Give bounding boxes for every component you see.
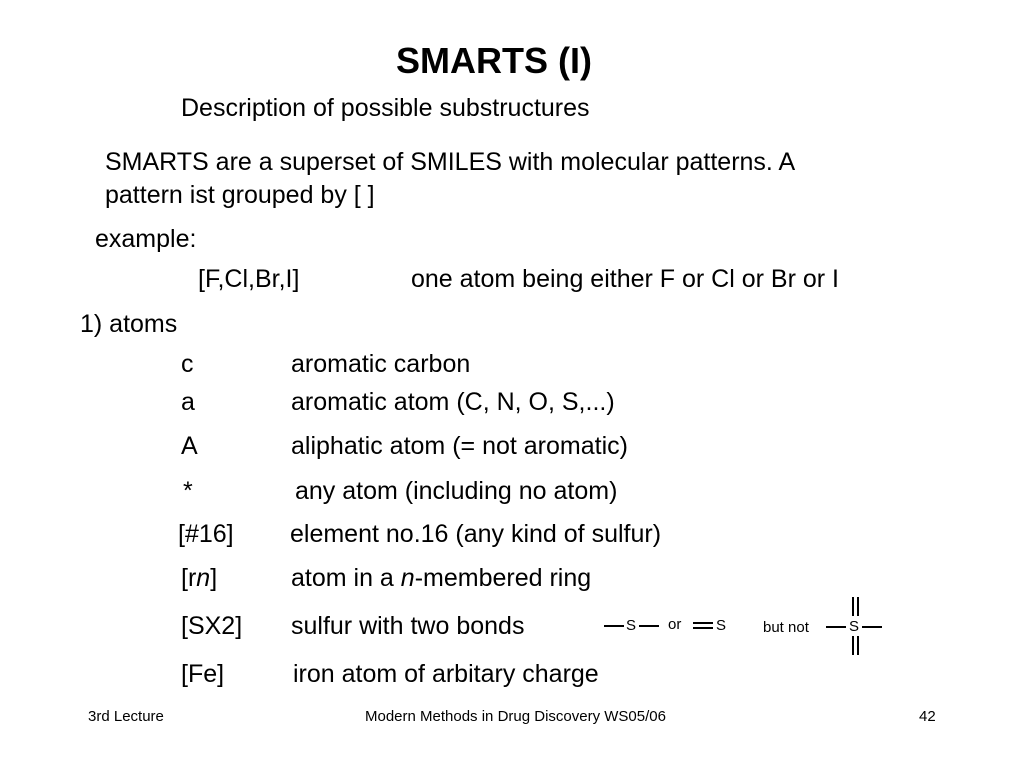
diagram-or: or <box>668 616 682 633</box>
diagram-but-not: but not <box>763 619 809 636</box>
section-atoms: 1) atoms <box>80 310 178 338</box>
example-label: example: <box>95 225 197 253</box>
atom-desc-star: any atom (including no atom) <box>295 477 618 505</box>
atom-symbol-A: A <box>181 432 198 460</box>
example-description: one atom being either F or Cl or Br or I <box>411 265 839 293</box>
atom-symbol-star: * <box>183 477 193 505</box>
intro-line-1: SMARTS are a superset of SMILES with molecular patterns. A <box>105 148 796 176</box>
diagram-s1: S <box>626 617 637 634</box>
atom-desc-A: aliphatic atom (= not aromatic) <box>291 432 628 460</box>
footer-lecture: 3rd Lecture <box>88 708 164 725</box>
ring-symbol: [rn] <box>181 564 218 592</box>
double-bond-up-2 <box>857 597 859 616</box>
fe-symbol: [Fe] <box>181 660 225 688</box>
single-bond-left <box>604 625 624 627</box>
subtitle: Description of possible substructures <box>181 94 590 122</box>
diagram-s3: S <box>849 618 860 635</box>
fe-description: iron atom of arbitary charge <box>293 660 599 688</box>
atom-desc-c: aromatic carbon <box>291 350 471 378</box>
diagram-s2: S <box>716 617 727 634</box>
double-bond-up-1 <box>852 597 854 616</box>
single-bond-right <box>639 625 659 627</box>
double-bond-down-1 <box>852 636 854 655</box>
footer-course: Modern Methods in Drug Discovery WS05/06 <box>365 708 666 725</box>
atom-desc-a: aromatic atom (C, N, O, S,...) <box>291 388 615 416</box>
single-bond-left-2 <box>826 626 846 628</box>
double-bond-down-2 <box>857 636 859 655</box>
footer-page-number: 42 <box>919 708 936 725</box>
example-pattern: [F,Cl,Br,I] <box>198 265 300 293</box>
double-bond-line-1 <box>693 622 713 624</box>
double-bond-line-2 <box>693 627 713 629</box>
slide-title: SMARTS (I) <box>396 40 592 81</box>
sx2-symbol: [SX2] <box>181 612 243 640</box>
intro-line-2: pattern ist grouped by [ ] <box>105 181 375 209</box>
ring-description: atom in a n-membered ring <box>291 564 592 592</box>
atom-symbol-c: c <box>181 350 194 378</box>
single-bond-right-2 <box>862 626 882 628</box>
atom-symbol-a: a <box>181 388 195 416</box>
sx2-description: sulfur with two bonds <box>291 612 525 640</box>
atom-desc-16: element no.16 (any kind of sulfur) <box>290 520 662 548</box>
atom-symbol-16: [#16] <box>178 520 234 548</box>
